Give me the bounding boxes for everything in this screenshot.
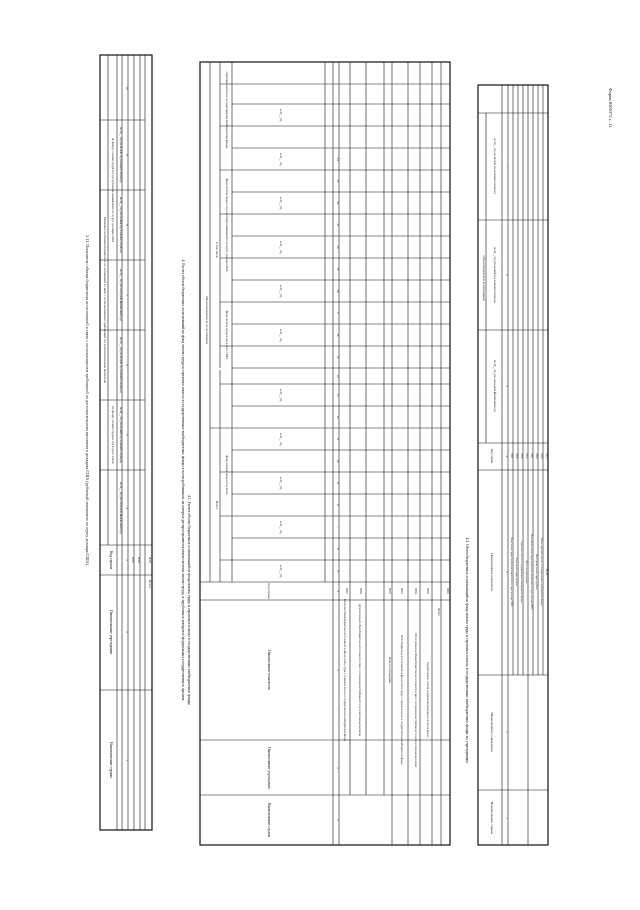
s41-row-4-label: Итого бюджетных ассигнований на фонд оплаты труда и страховые взносы в государственные внебюджетные фонды <box>400 635 403 765</box>
s311-num-10: 10 <box>125 86 129 90</box>
s41-num-8: 8 <box>336 504 340 506</box>
s41-num-11: 11 <box>336 437 340 441</box>
s41-num-13: 13 <box>336 393 340 397</box>
s41-year-10: на 20__ год <box>279 152 282 166</box>
s41-num-4: 4 <box>336 590 340 592</box>
s41-num-9: 9 <box>336 482 340 484</box>
s41-row-3-label: Итого по учреждению <box>388 656 391 684</box>
s42-row-2-code: 0002 <box>515 453 518 459</box>
s41-num-16: 16 <box>336 333 340 337</box>
s311-year-b: на 20__ год (на первый год планового периода) <box>119 406 122 464</box>
s41-col-country: Наименование страны <box>267 802 271 838</box>
s311-col-code: Код строки <box>109 550 113 570</box>
s41-year-5: на 20__ год <box>279 388 282 402</box>
s41-row-7-code: 9010 <box>446 588 450 594</box>
s42-year-b: на 20__ год (на первый год планового периода) <box>493 246 496 304</box>
s42-row-5-code: 9001 <box>530 453 533 459</box>
s41-row-6-label: Корректировка с учетом сокращения (ликвидации) штатных единиц <box>426 662 429 738</box>
s41-row-5-code: 9002 <box>414 588 418 594</box>
s41-year-6: на 20__ год <box>279 328 282 342</box>
s41-year-2: на 20__ год <box>279 520 282 534</box>
s42-row-1-label: Фонд оплаты труда в рублевом эквиваленте по курсу доллара США <box>510 537 513 607</box>
s41-year-1: на 20__ год <box>279 564 282 578</box>
s41-col-numbers <box>336 158 340 822</box>
s42-col-institution: Наименование учреждения <box>490 712 494 752</box>
s4-heading: 4. Расчет объема бюджетных ассигнований на фонд оплаты труда и страховые взносы в государственные внебюджетные фонды в части работников, на которых распространяется новая система оплаты труда, в зарубежных аппаратах федеральных государственных органов <box>181 259 185 701</box>
s42-row-3-label: Страховые взносы в государственные внебюджетные фонды <box>520 541 523 603</box>
s311-num-1: 1 <box>125 759 129 761</box>
s41-row-3-code: 0010 <box>388 588 392 594</box>
s311-year-f: на 20__ год (на второй год планового периода) <box>119 127 122 183</box>
s42-col-code: Код строки <box>490 448 494 464</box>
s311-num-2: 2 <box>125 631 129 633</box>
s41-row-7-label: Всего <box>437 608 441 616</box>
section-4 <box>180 62 450 845</box>
s311-num-8: 8 <box>125 224 129 226</box>
s311-num-7: 7 <box>125 294 129 296</box>
s41-num-20: 20 <box>336 245 340 249</box>
s41-row-4-code: 9001 <box>400 588 404 594</box>
s311-code-0002: 0002 <box>137 556 141 564</box>
s42-col-volume: Объем бюджетных ассигнований <box>482 255 486 301</box>
s311-num-4: 4 <box>125 507 129 509</box>
s311-num-6: 6 <box>125 364 129 366</box>
s42-year-a: на 20__ год (на очередной финансовый год) <box>493 359 496 413</box>
s42-row-8-label: Всего <box>545 569 548 575</box>
s42-row-1-code: 0001 <box>510 453 513 459</box>
s41-num-7: 7 <box>336 526 340 528</box>
s41-row-6-code: 9003 <box>426 588 430 594</box>
s41-row-2-code: 0002 <box>359 588 363 594</box>
s41-num-18: 18 <box>336 289 340 293</box>
s42-col-numbers <box>505 165 509 819</box>
s311-year-a: на 20__ год (на очередной финансовый год) <box>119 481 122 535</box>
s41-year-11: на 20__ год <box>279 108 282 122</box>
s41-row-1-code: 0001 <box>345 588 349 594</box>
s311-num-5: 5 <box>125 434 129 436</box>
s42-row-4-label: Итого по учреждению <box>525 560 528 584</box>
s311-subgroup-b: по фонду оплаты труда в год в рублевом эквиваленте по курсу доллара США <box>111 137 115 243</box>
s41-num-15: 15 <box>336 355 340 359</box>
s41-num-24: 24 <box>336 157 340 161</box>
s311-total-code: 9000 <box>148 556 152 564</box>
s311-year-c: на 20__ год (на второй год планового периода) <box>119 337 122 393</box>
section-4-2 <box>465 85 548 845</box>
s311-num-3: 3 <box>125 559 129 561</box>
s311-table <box>100 55 152 830</box>
s42-row-6-label: Итого фонд оплаты труда в рублях <box>535 554 538 590</box>
s41-row-2-label: Дополнительный объем бюджетных ассигнований в связи с использованием требований по дополнительным выплатам <box>358 603 361 737</box>
s42-row-2-label: Фонд оплаты труда в рублях <box>515 557 518 587</box>
s42-rows <box>510 453 548 609</box>
s42-col-indicator: Наименование показателя <box>490 553 494 591</box>
s41-num-10: 10 <box>336 459 340 463</box>
s41-num-3: 3 <box>336 669 340 671</box>
s42-num-3: 3 <box>505 571 509 573</box>
s311-heading: 3.11. Показатели объема бюджетных ассигнований в связи с использованием требований по дополнительным выплатам в долларах США (рублевый эквивалент по курсу доллара США) <box>85 235 90 565</box>
s41-num-22: 22 <box>336 201 340 205</box>
s42-num-4: 4 <box>505 455 509 457</box>
s41-num-6: 6 <box>336 548 340 550</box>
s41-col-ins: страховые взносы в государственные внебюджетные фонды <box>225 71 229 149</box>
s42-row-3-code: 0003 <box>520 453 523 459</box>
s311-col-institution: Наименование учреждения <box>109 609 113 655</box>
s41-col-volume: Объем бюджетных ассигнований <box>205 296 209 344</box>
s42-num-5: 5 <box>505 385 509 387</box>
s41-year-9: на 20__ год <box>279 196 282 210</box>
s41-num-12: 12 <box>336 415 340 419</box>
section-3-11 <box>85 55 152 830</box>
s311-col-country: Наименование страны <box>109 741 113 779</box>
s311-col-numbers <box>125 86 129 761</box>
s42-table <box>478 85 548 845</box>
s41-num-14: 14 <box>336 374 340 378</box>
s311-year-e: на 20__ год (на первый год планового периода) <box>119 196 122 254</box>
s42-row-4-code: 0010 <box>525 453 528 459</box>
s311-total-label: Всего <box>148 579 152 589</box>
s41-num-2: 2 <box>336 767 340 769</box>
s42-col-country: Наименование страны <box>490 801 494 835</box>
s311-code-0001: 0001 <box>131 556 135 564</box>
s42-year-c: на 20__ год (на второй год планового периода) <box>493 138 496 194</box>
s42-num-7: 7 <box>505 165 509 167</box>
s41-num-5: 5 <box>336 570 340 572</box>
s311-col-group: Показатели объема бюджетных ассигнований в связи с использованием требований по дополнительным выплатам <box>103 217 107 383</box>
s41-year-4: на 20__ год <box>279 432 282 446</box>
s41-year-7: на 20__ год <box>279 284 282 298</box>
s311-year-d: на 20__ год (на очередной финансовый год) <box>119 268 122 322</box>
s41-row-1-label: Расчетный объем бюджетных ассигнований на фонд оплаты труда и страховые взносы в государственные внебюджетные фонды <box>343 598 346 742</box>
s42-row-7-code: 9003 <box>540 453 543 459</box>
s41-num-23: 23 <box>336 179 340 183</box>
s41-col-indicator: Наименование показателя <box>267 650 271 690</box>
s42-row-6-code: 9002 <box>535 453 538 459</box>
s4-subheading: 4.1. Расчет объема бюджетных ассигнований на фонд оплаты труда и страховые взносы в государственные внебюджетные фонды <box>187 494 191 706</box>
s41-col-fot-usd: фонд оплаты труда в год в долл. США <box>225 310 229 360</box>
s41-num-17: 17 <box>336 311 340 315</box>
s41-col-code: Код строки <box>267 583 271 599</box>
s42-num-2: 2 <box>505 731 509 733</box>
form-code: Форма 0505372 с. 11 <box>608 88 613 128</box>
s41-num-19: 19 <box>336 267 340 271</box>
s41-year-3: на 20__ год <box>279 476 282 490</box>
s41-col-institution: Наименование учреждения <box>267 747 271 789</box>
s41-col-total: Всего <box>215 500 219 510</box>
s41-num-21: 21 <box>336 223 340 227</box>
s41-row-5-label: Итого изменение объема бюджетных ассигнований в связи с использованием требований по дополнительным выплатам <box>414 633 417 767</box>
s311-num-9: 9 <box>125 154 129 156</box>
s41-num-1: 1 <box>336 819 340 821</box>
s42-heading: 4.2. Объем бюджетных ассигнований на фонд оплаты труда и страховые взносы в государственные внебюджетные фонды по учреждениям <box>465 537 469 763</box>
s41-col-incl: в том числе <box>215 242 219 258</box>
s42-row-8-code: 9010 <box>545 453 548 459</box>
s41-table <box>200 62 450 845</box>
s42-num-1: 1 <box>505 817 509 819</box>
s311-subgroup-a: по фонду оплаты труда в год в долл. США <box>111 406 115 464</box>
s41-year-8: на 20__ год <box>279 240 282 254</box>
s42-num-6: 6 <box>505 274 509 276</box>
s42-row-7-label: Итого страховые взносы в государственные внебюджетные фонды <box>540 538 543 606</box>
s41-year-headers <box>279 109 282 578</box>
s41-col-fot-rub: фонд оплаты труда в год в рублевом эквиваленте по курсу доллара США <box>225 178 229 272</box>
s42-row-5-label: Итого фонд оплаты труда в рублевом эквиваленте по курсу доллара США <box>530 534 533 610</box>
s41-col-fot: фонд оплаты труда в год, всего <box>225 455 229 495</box>
